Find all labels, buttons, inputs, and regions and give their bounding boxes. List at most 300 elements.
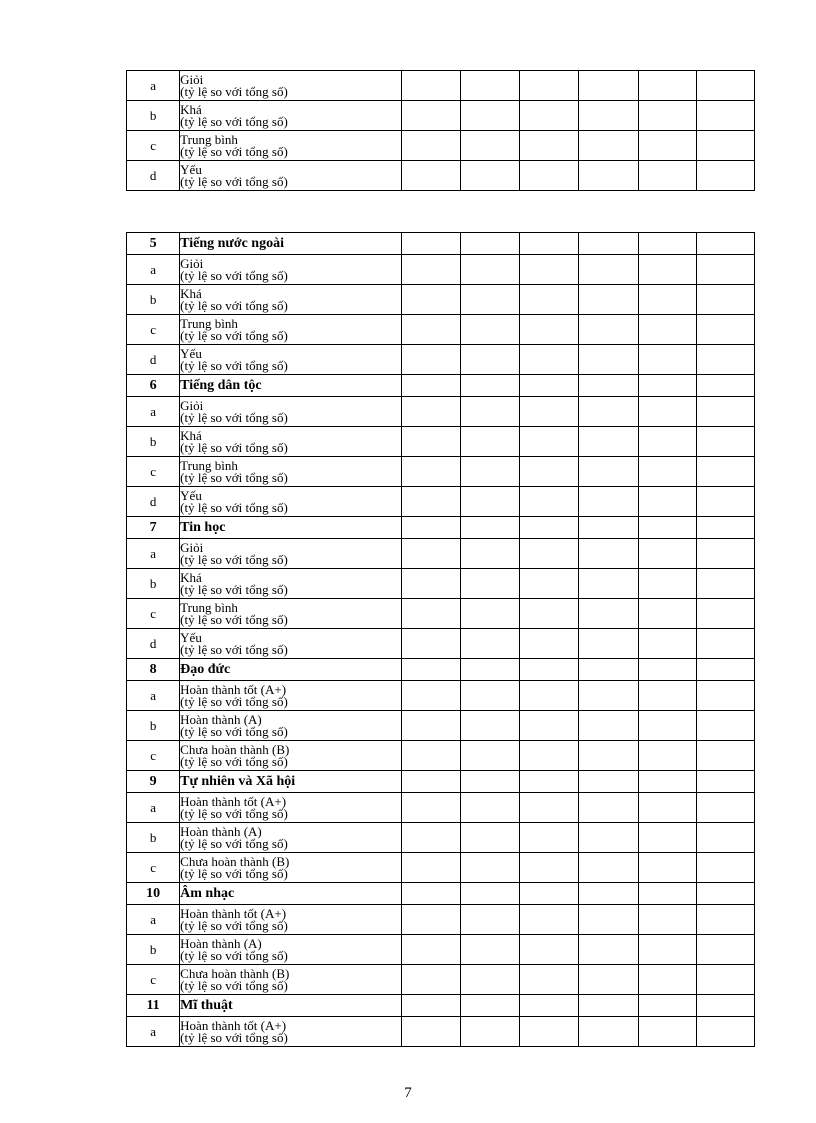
empty-cell <box>696 659 754 681</box>
empty-cell <box>520 457 579 487</box>
empty-cell <box>579 1017 638 1047</box>
table-row <box>127 397 755 427</box>
empty-cell <box>696 539 754 569</box>
criteria-name: Trung bình <box>180 132 238 147</box>
subject-table <box>126 232 755 1047</box>
empty-cell <box>520 629 579 659</box>
table-row <box>127 285 755 315</box>
criteria-name: Giỏi <box>180 398 204 413</box>
empty-cell <box>401 285 460 315</box>
empty-cell <box>401 101 460 131</box>
criteria-note: (tỷ lệ so với tổng số) <box>180 581 288 597</box>
empty-cell <box>461 131 520 161</box>
empty-cell <box>520 161 579 191</box>
empty-cell <box>461 161 520 191</box>
empty-cell <box>401 315 460 345</box>
criteria-note: (tỷ lệ so với tổng số) <box>180 551 288 567</box>
empty-cell <box>461 397 520 427</box>
item-index: a <box>127 905 180 935</box>
item-index: c <box>127 315 180 345</box>
table-row <box>127 427 755 457</box>
empty-cell <box>461 681 520 711</box>
empty-cell <box>638 315 696 345</box>
empty-cell <box>520 823 579 853</box>
criteria-name: Giỏi <box>180 540 204 555</box>
table-row <box>127 131 755 161</box>
empty-cell <box>638 71 696 101</box>
item-index: a <box>127 793 180 823</box>
empty-cell <box>401 345 460 375</box>
empty-cell <box>461 539 520 569</box>
criteria-note: (tỷ lệ so với tổng số) <box>180 143 288 159</box>
item-label <box>180 629 402 659</box>
empty-cell <box>579 233 638 255</box>
empty-cell <box>461 629 520 659</box>
empty-cell <box>696 233 754 255</box>
empty-cell <box>638 659 696 681</box>
criteria-name: Chưa hoàn thành (B) <box>180 854 290 869</box>
empty-cell <box>579 711 638 741</box>
empty-cell <box>520 233 579 255</box>
table-row <box>127 741 755 771</box>
empty-cell <box>520 905 579 935</box>
empty-cell <box>461 285 520 315</box>
item-index: c <box>127 457 180 487</box>
item-label <box>180 599 402 629</box>
empty-cell <box>401 995 460 1017</box>
empty-cell <box>696 965 754 995</box>
empty-cell <box>579 935 638 965</box>
item-index: a <box>127 681 180 711</box>
table-row <box>127 681 755 711</box>
item-label <box>180 131 402 161</box>
section-title: Đạo đức <box>180 659 402 681</box>
empty-cell <box>401 599 460 629</box>
empty-cell <box>401 161 460 191</box>
empty-cell <box>696 883 754 905</box>
empty-cell <box>579 883 638 905</box>
empty-cell <box>401 659 460 681</box>
criteria-name: Yếu <box>180 630 202 645</box>
empty-cell <box>520 517 579 539</box>
criteria-name: Hoàn thành (A) <box>180 824 262 839</box>
empty-cell <box>461 487 520 517</box>
criteria-name: Hoàn thành tốt (A+) <box>180 682 287 697</box>
empty-cell <box>696 101 754 131</box>
table-row <box>127 629 755 659</box>
table-row <box>127 711 755 741</box>
criteria-note: (tỷ lệ so với tổng số) <box>180 1029 288 1045</box>
item-index: d <box>127 629 180 659</box>
empty-cell <box>696 517 754 539</box>
empty-cell <box>461 101 520 131</box>
criteria-name: Chưa hoàn thành (B) <box>180 966 290 981</box>
section-header-row <box>127 995 755 1017</box>
criteria-note: (tỷ lệ so với tổng số) <box>180 327 288 343</box>
empty-cell <box>638 375 696 397</box>
empty-cell <box>696 427 754 457</box>
empty-cell <box>520 255 579 285</box>
criteria-name: Trung bình <box>180 600 238 615</box>
section-number: 6 <box>127 375 180 397</box>
criteria-note: (tỷ lệ so với tổng số) <box>180 611 288 627</box>
empty-cell <box>696 599 754 629</box>
empty-cell <box>461 233 520 255</box>
empty-cell <box>696 71 754 101</box>
empty-cell <box>696 741 754 771</box>
empty-cell <box>638 771 696 793</box>
item-index: a <box>127 539 180 569</box>
section-title: Tin học <box>180 517 402 539</box>
table-row <box>127 345 755 375</box>
empty-cell <box>696 161 754 191</box>
empty-cell <box>401 487 460 517</box>
item-label <box>180 711 402 741</box>
empty-cell <box>579 853 638 883</box>
empty-cell <box>461 853 520 883</box>
empty-cell <box>579 375 638 397</box>
criteria-name: Hoàn thành (A) <box>180 936 262 951</box>
empty-cell <box>638 233 696 255</box>
empty-cell <box>520 427 579 457</box>
empty-cell <box>696 375 754 397</box>
empty-cell <box>520 71 579 101</box>
item-index: b <box>127 569 180 599</box>
item-label <box>180 285 402 315</box>
criteria-name: Khá <box>180 428 202 443</box>
empty-cell <box>520 285 579 315</box>
empty-cell <box>638 823 696 853</box>
empty-cell <box>696 995 754 1017</box>
empty-cell <box>579 161 638 191</box>
item-label <box>180 161 402 191</box>
section-header-row <box>127 517 755 539</box>
empty-cell <box>461 659 520 681</box>
empty-cell <box>401 905 460 935</box>
empty-cell <box>579 427 638 457</box>
table-row <box>127 71 755 101</box>
empty-cell <box>638 101 696 131</box>
empty-cell <box>579 599 638 629</box>
criteria-name: Khá <box>180 286 202 301</box>
criteria-name: Giỏi <box>180 72 204 87</box>
table-row <box>127 935 755 965</box>
criteria-note: (tỷ lệ so với tổng số) <box>180 977 288 993</box>
empty-cell <box>520 711 579 741</box>
item-index: b <box>127 823 180 853</box>
empty-cell <box>696 935 754 965</box>
empty-cell <box>461 427 520 457</box>
empty-cell <box>520 935 579 965</box>
item-index: d <box>127 161 180 191</box>
empty-cell <box>696 255 754 285</box>
empty-cell <box>401 457 460 487</box>
item-label <box>180 255 402 285</box>
table-row <box>127 457 755 487</box>
empty-cell <box>461 995 520 1017</box>
item-index: c <box>127 741 180 771</box>
section-title: Âm nhạc <box>180 883 402 905</box>
empty-cell <box>696 315 754 345</box>
section-title: Tiếng dân tộc <box>180 375 402 397</box>
empty-cell <box>520 659 579 681</box>
section-number: 9 <box>127 771 180 793</box>
empty-cell <box>696 397 754 427</box>
section-number: 8 <box>127 659 180 681</box>
empty-cell <box>401 853 460 883</box>
criteria-note: (tỷ lệ so với tổng số) <box>180 835 288 851</box>
criteria-name: Hoàn thành tốt (A+) <box>180 906 287 921</box>
table-row <box>127 1017 755 1047</box>
empty-cell <box>638 397 696 427</box>
criteria-name: Trung bình <box>180 316 238 331</box>
item-label <box>180 427 402 457</box>
item-label <box>180 487 402 517</box>
item-index: c <box>127 853 180 883</box>
item-index: a <box>127 255 180 285</box>
empty-cell <box>579 345 638 375</box>
criteria-note: (tỷ lệ so với tổng số) <box>180 357 288 373</box>
empty-cell <box>638 965 696 995</box>
criteria-note: (tỷ lệ so với tổng số) <box>180 805 288 821</box>
empty-cell <box>520 375 579 397</box>
criteria-name: Giỏi <box>180 256 204 271</box>
empty-cell <box>461 771 520 793</box>
item-label <box>180 457 402 487</box>
empty-cell <box>520 539 579 569</box>
table-row <box>127 315 755 345</box>
empty-cell <box>579 793 638 823</box>
criteria-note: (tỷ lệ so với tổng số) <box>180 83 288 99</box>
empty-cell <box>638 793 696 823</box>
empty-cell <box>520 101 579 131</box>
criteria-name: Khá <box>180 102 202 117</box>
empty-cell <box>579 71 638 101</box>
empty-cell <box>579 905 638 935</box>
empty-cell <box>579 131 638 161</box>
empty-cell <box>579 285 638 315</box>
item-index: c <box>127 599 180 629</box>
empty-cell <box>579 823 638 853</box>
empty-cell <box>461 569 520 599</box>
empty-cell <box>696 487 754 517</box>
empty-cell <box>520 771 579 793</box>
empty-cell <box>461 965 520 995</box>
section-header-row <box>127 233 755 255</box>
section-header-row <box>127 771 755 793</box>
empty-cell <box>520 131 579 161</box>
criteria-note: (tỷ lệ so với tổng số) <box>180 947 288 963</box>
table-row <box>127 793 755 823</box>
empty-cell <box>401 427 460 457</box>
empty-cell <box>696 1017 754 1047</box>
empty-cell <box>579 995 638 1017</box>
section-title: Tự nhiên và Xã hội <box>180 771 402 793</box>
criteria-name: Yếu <box>180 162 202 177</box>
empty-cell <box>401 965 460 995</box>
empty-cell <box>638 517 696 539</box>
empty-cell <box>638 711 696 741</box>
item-index: b <box>127 427 180 457</box>
empty-cell <box>520 793 579 823</box>
item-label <box>180 569 402 599</box>
empty-cell <box>401 131 460 161</box>
empty-cell <box>696 853 754 883</box>
empty-cell <box>696 711 754 741</box>
continued-table <box>126 70 755 191</box>
item-label <box>180 101 402 131</box>
empty-cell <box>461 883 520 905</box>
item-label <box>180 681 402 711</box>
empty-cell <box>638 345 696 375</box>
criteria-note: (tỷ lệ so với tổng số) <box>180 753 288 769</box>
table-row <box>127 255 755 285</box>
empty-cell <box>401 629 460 659</box>
criteria-note: (tỷ lệ so với tổng số) <box>180 113 288 129</box>
empty-cell <box>401 517 460 539</box>
table-row <box>127 569 755 599</box>
empty-cell <box>638 487 696 517</box>
empty-cell <box>520 345 579 375</box>
criteria-name: Yếu <box>180 488 202 503</box>
criteria-note: (tỷ lệ so với tổng số) <box>180 409 288 425</box>
page-number: 7 <box>404 1085 412 1101</box>
criteria-note: (tỷ lệ so với tổng số) <box>180 173 288 189</box>
section-number: 10 <box>127 883 180 905</box>
empty-cell <box>638 599 696 629</box>
criteria-note: (tỷ lệ so với tổng số) <box>180 297 288 313</box>
item-label <box>180 315 402 345</box>
table-row <box>127 965 755 995</box>
empty-cell <box>579 771 638 793</box>
empty-cell <box>579 629 638 659</box>
empty-cell <box>461 375 520 397</box>
empty-cell <box>579 569 638 599</box>
section-title: Tiếng nước ngoài <box>180 233 402 255</box>
empty-cell <box>401 741 460 771</box>
item-label <box>180 1017 402 1047</box>
empty-cell <box>520 741 579 771</box>
empty-cell <box>696 681 754 711</box>
item-index: a <box>127 397 180 427</box>
empty-cell <box>638 255 696 285</box>
empty-cell <box>401 793 460 823</box>
item-label <box>180 539 402 569</box>
empty-cell <box>401 823 460 853</box>
empty-cell <box>579 659 638 681</box>
empty-cell <box>461 711 520 741</box>
empty-cell <box>579 101 638 131</box>
criteria-note: (tỷ lệ so với tổng số) <box>180 499 288 515</box>
item-label <box>180 965 402 995</box>
criteria-note: (tỷ lệ so với tổng số) <box>180 267 288 283</box>
item-index: d <box>127 487 180 517</box>
empty-cell <box>696 345 754 375</box>
criteria-note: (tỷ lệ so với tổng số) <box>180 439 288 455</box>
table-row <box>127 487 755 517</box>
criteria-name: Trung bình <box>180 458 238 473</box>
empty-cell <box>638 853 696 883</box>
empty-cell <box>520 315 579 345</box>
empty-cell <box>461 517 520 539</box>
empty-cell <box>638 741 696 771</box>
empty-cell <box>401 711 460 741</box>
empty-cell <box>638 883 696 905</box>
empty-cell <box>520 681 579 711</box>
section-number: 7 <box>127 517 180 539</box>
item-label <box>180 741 402 771</box>
empty-cell <box>520 599 579 629</box>
empty-cell <box>696 793 754 823</box>
empty-cell <box>520 397 579 427</box>
empty-cell <box>638 539 696 569</box>
empty-cell <box>579 681 638 711</box>
empty-cell <box>638 681 696 711</box>
section-header-row <box>127 375 755 397</box>
empty-cell <box>461 457 520 487</box>
empty-cell <box>401 681 460 711</box>
item-index: a <box>127 71 180 101</box>
empty-cell <box>696 905 754 935</box>
item-label <box>180 71 402 101</box>
item-label <box>180 345 402 375</box>
empty-cell <box>401 569 460 599</box>
empty-cell <box>401 771 460 793</box>
empty-cell <box>696 771 754 793</box>
empty-cell <box>461 315 520 345</box>
empty-cell <box>638 427 696 457</box>
item-label <box>180 823 402 853</box>
item-index: b <box>127 101 180 131</box>
table-row <box>127 823 755 853</box>
empty-cell <box>401 935 460 965</box>
empty-cell <box>461 599 520 629</box>
empty-cell <box>520 995 579 1017</box>
empty-cell <box>461 345 520 375</box>
criteria-name: Hoàn thành (A) <box>180 712 262 727</box>
section-header-row <box>127 883 755 905</box>
empty-cell <box>579 539 638 569</box>
item-index: d <box>127 345 180 375</box>
empty-cell <box>520 569 579 599</box>
criteria-note: (tỷ lệ so với tổng số) <box>180 693 288 709</box>
empty-cell <box>638 569 696 599</box>
table-row <box>127 905 755 935</box>
empty-cell <box>638 285 696 315</box>
table-row <box>127 161 755 191</box>
empty-cell <box>520 853 579 883</box>
item-label <box>180 397 402 427</box>
empty-cell <box>579 965 638 995</box>
empty-cell <box>461 793 520 823</box>
item-index: c <box>127 965 180 995</box>
empty-cell <box>696 629 754 659</box>
empty-cell <box>401 255 460 285</box>
empty-cell <box>696 457 754 487</box>
empty-cell <box>638 935 696 965</box>
table-row <box>127 101 755 131</box>
empty-cell <box>638 131 696 161</box>
criteria-name: Chưa hoàn thành (B) <box>180 742 290 757</box>
empty-cell <box>401 71 460 101</box>
empty-cell <box>579 315 638 345</box>
section-number: 5 <box>127 233 180 255</box>
empty-cell <box>638 1017 696 1047</box>
empty-cell <box>461 1017 520 1047</box>
empty-cell <box>638 995 696 1017</box>
empty-cell <box>461 823 520 853</box>
empty-cell <box>401 1017 460 1047</box>
